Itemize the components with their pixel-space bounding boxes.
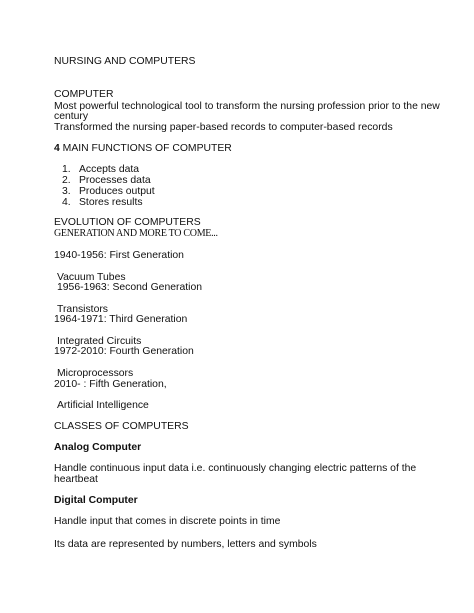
- computer-description-line: Most powerful technological tool to transform the nursing profession prior to the new: [54, 101, 440, 112]
- functions-heading-text: MAIN FUNCTIONS OF COMPUTER: [59, 143, 232, 154]
- analog-description-line: Handle continuous input data i.e. continuously changing electric patterns of the: [54, 463, 417, 474]
- computer-description-line: Transformed the nursing paper-based records to computer-based records: [54, 122, 393, 133]
- functions-heading: [54, 143, 232, 155]
- classes-heading: CLASSES OF COMPUTERS: [54, 421, 189, 432]
- generation-line: Microprocessors: [57, 368, 134, 379]
- generation-line: 1972-2010: Fourth Generation: [54, 346, 194, 357]
- digital-description-line: Its data are represented by numbers, letters and symbols: [54, 539, 317, 550]
- generation-line: Artificial Intelligence: [57, 400, 149, 411]
- generation-line: 1940-1956: First Generation: [54, 250, 184, 261]
- list-item-number: 4.: [62, 197, 71, 208]
- evolution-heading: EVOLUTION OF COMPUTERS: [54, 217, 201, 228]
- digital-computer-title: Digital Computer: [54, 495, 138, 506]
- list-item-text: Processes data: [79, 175, 151, 186]
- digital-description-line: Handle input that comes in discrete points in time: [54, 516, 281, 527]
- list-item-number: 1.: [62, 164, 71, 175]
- generation-line: 1964-1971: Third Generation: [54, 314, 188, 325]
- generation-line: 2010- : Fifth Generation,: [54, 379, 167, 390]
- list-item-text: Accepts data: [79, 164, 140, 175]
- analog-description-line: heartbeat: [54, 474, 98, 485]
- generation-line: 1956-1963: Second Generation: [57, 282, 203, 293]
- computer-heading: COMPUTER: [54, 89, 114, 100]
- analog-computer-title: Analog Computer: [54, 442, 142, 453]
- list-item-number: 2.: [62, 175, 71, 186]
- list-item-text: Stores results: [79, 197, 143, 208]
- evolution-subheading: GENERATION AND MORE TO COME...: [54, 228, 218, 239]
- document-title: NURSING AND COMPUTERS: [54, 56, 196, 67]
- list-item-text: Produces output: [79, 186, 155, 197]
- functions-heading-number: 4: [54, 143, 60, 154]
- generation-line: Vacuum Tubes: [57, 272, 126, 283]
- list-item-number: 3.: [62, 186, 71, 197]
- list-item: [62, 197, 143, 209]
- generation-line: Integrated Circuits: [57, 336, 142, 347]
- computer-description-line: century: [54, 111, 89, 122]
- generation-line: Transistors: [57, 304, 108, 315]
